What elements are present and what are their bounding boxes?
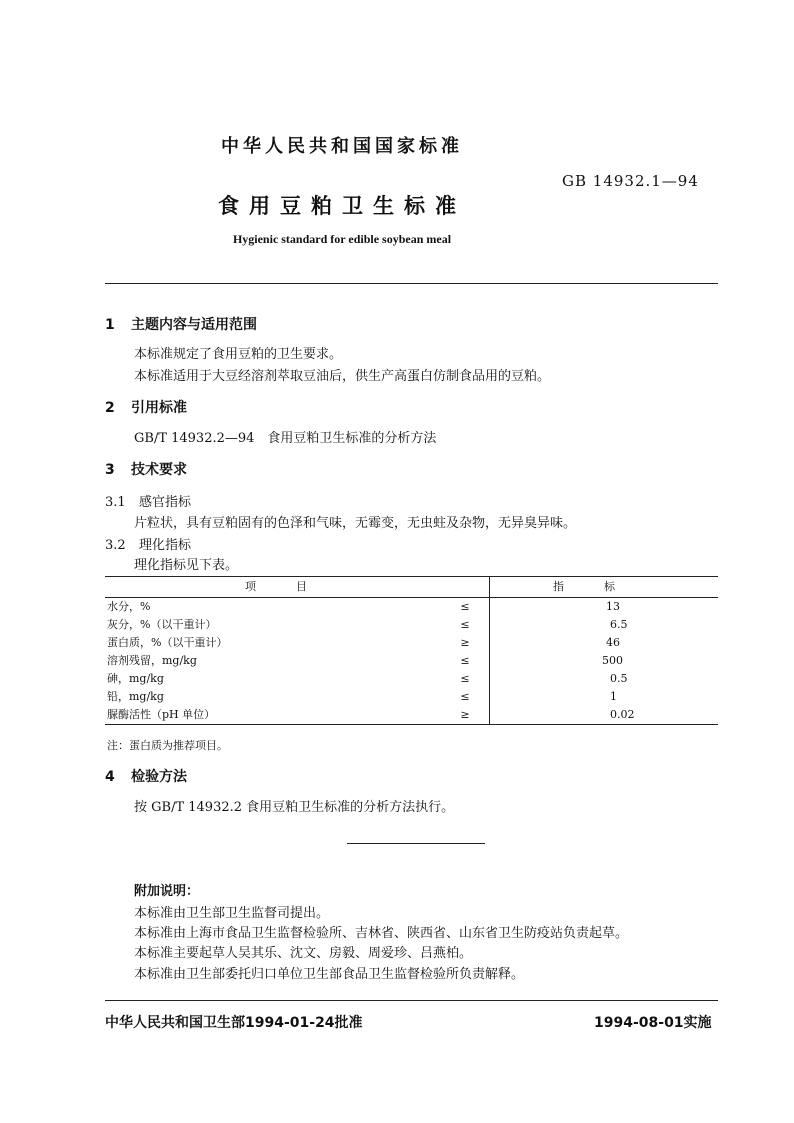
row-item: 脲酶活性（pH 单位） [105,706,441,725]
table-header-row [105,577,718,598]
row-value: 500 [490,652,719,670]
row-symbol: ≤ [460,690,470,703]
row-value: 13 [490,598,719,617]
row-value: 46 [490,634,719,652]
approval-statement: 中华人民共和国卫生部1994-01-24批准 [105,1015,363,1031]
section-title: 检验方法 [131,769,187,785]
table-row [105,634,718,652]
section-1-paragraph-2: 本标准适用于大豆经溶剂萃取豆油后，供生产高蛋白仿制食品用的豆粕。 [134,369,551,384]
section-title: 技术要求 [131,462,187,478]
section-number: 1 [105,317,115,333]
section-number: 3 [105,462,115,478]
section-2-heading [105,397,187,417]
section-title: 引用标准 [131,400,187,416]
row-item: 铅，mg/kg [107,690,164,703]
row-value: 0.02 [490,706,719,725]
standard-title: 食用豆粕卫生标准 [218,193,466,218]
section-2-reference: GB/T 14932.2—94 食用豆粕卫生标准的分析方法 [134,431,437,446]
appendix-line: 本标准由卫生部委托归口单位卫生部食品卫生监督检验所负责解释。 [134,967,525,982]
subsection-title: 理化指标 [139,538,192,553]
table-row [105,670,718,688]
section-end-divider [347,843,485,844]
effective-date: 1994-08-01实施 [594,1015,712,1031]
standard-number: GB 14932.1—94 [562,172,699,190]
row-value: 0.5 [490,670,719,688]
row-value: 6.5 [490,616,719,634]
section-1-paragraph-1: 本标准规定了食用豆粕的卫生要求。 [134,347,343,362]
header-divider [105,283,718,284]
row-symbol: ≤ [460,654,470,667]
appendix-line: 本标准由卫生部卫生监督司提出。 [134,906,330,921]
row-symbol: ≥ [441,706,490,725]
row-item: 砷，mg/kg [107,672,164,685]
table-row [105,688,718,706]
appendix-title: 附加说明： [134,884,200,899]
column-header-item: 项目 [105,577,490,598]
national-standard-heading: 中华人民共和国国家标准 [221,136,463,157]
physicochemical-table [105,576,718,725]
subsection-3-2-heading [105,534,191,553]
row-symbol: ≤ [460,600,470,613]
table-note: 注：蛋白质为推荐项目。 [107,739,228,752]
row-item: 蛋白质，%（以干重计） [107,636,228,649]
column-header-value: 指标 [490,577,719,598]
subsection-title: 感官指标 [139,495,192,510]
section-3-heading [105,459,187,479]
row-item: 灰分，%（以干重计） [107,618,217,631]
appendix-line: 本标准由上海市食品卫生监督检验所、吉林省、陕西省、山东省卫生防疫站负责起草。 [134,926,629,941]
table-row [105,616,718,634]
row-value: 1 [490,688,719,706]
appendix-line: 本标准主要起草人吴其乐、沈文、房毅、周爱珍、吕燕柏。 [134,946,473,961]
section-1-heading [105,314,257,334]
subsection-3-1-text: 片粒状，具有豆粕固有的色泽和气味，无霉变，无虫蛀及杂物，无异臭异味。 [134,516,577,531]
row-symbol: ≤ [460,618,470,631]
table-row [105,598,718,617]
section-number: 4 [105,769,115,785]
section-4-paragraph: 按 GB/T 14932.2 食用豆粕卫生标准的分析方法执行。 [134,800,455,815]
table-row [105,652,718,670]
subsection-3-1-heading [105,491,191,510]
row-item: 溶剂残留，mg/kg [107,654,197,667]
section-title: 主题内容与适用范围 [131,317,257,333]
subsection-3-2-text: 理化指标见下表。 [134,558,239,573]
row-symbol: ≤ [460,672,470,685]
row-item: 水分，% [107,600,151,613]
footer-divider [105,1000,718,1001]
subsection-number: 3.2 [105,538,126,553]
standard-title-english: Hygienic standard for edible soybean meal [232,232,452,246]
section-4-heading [105,766,187,786]
table-row [105,706,718,725]
subsection-number: 3.1 [105,495,126,510]
section-number: 2 [105,400,115,416]
row-symbol: ≥ [460,636,470,649]
